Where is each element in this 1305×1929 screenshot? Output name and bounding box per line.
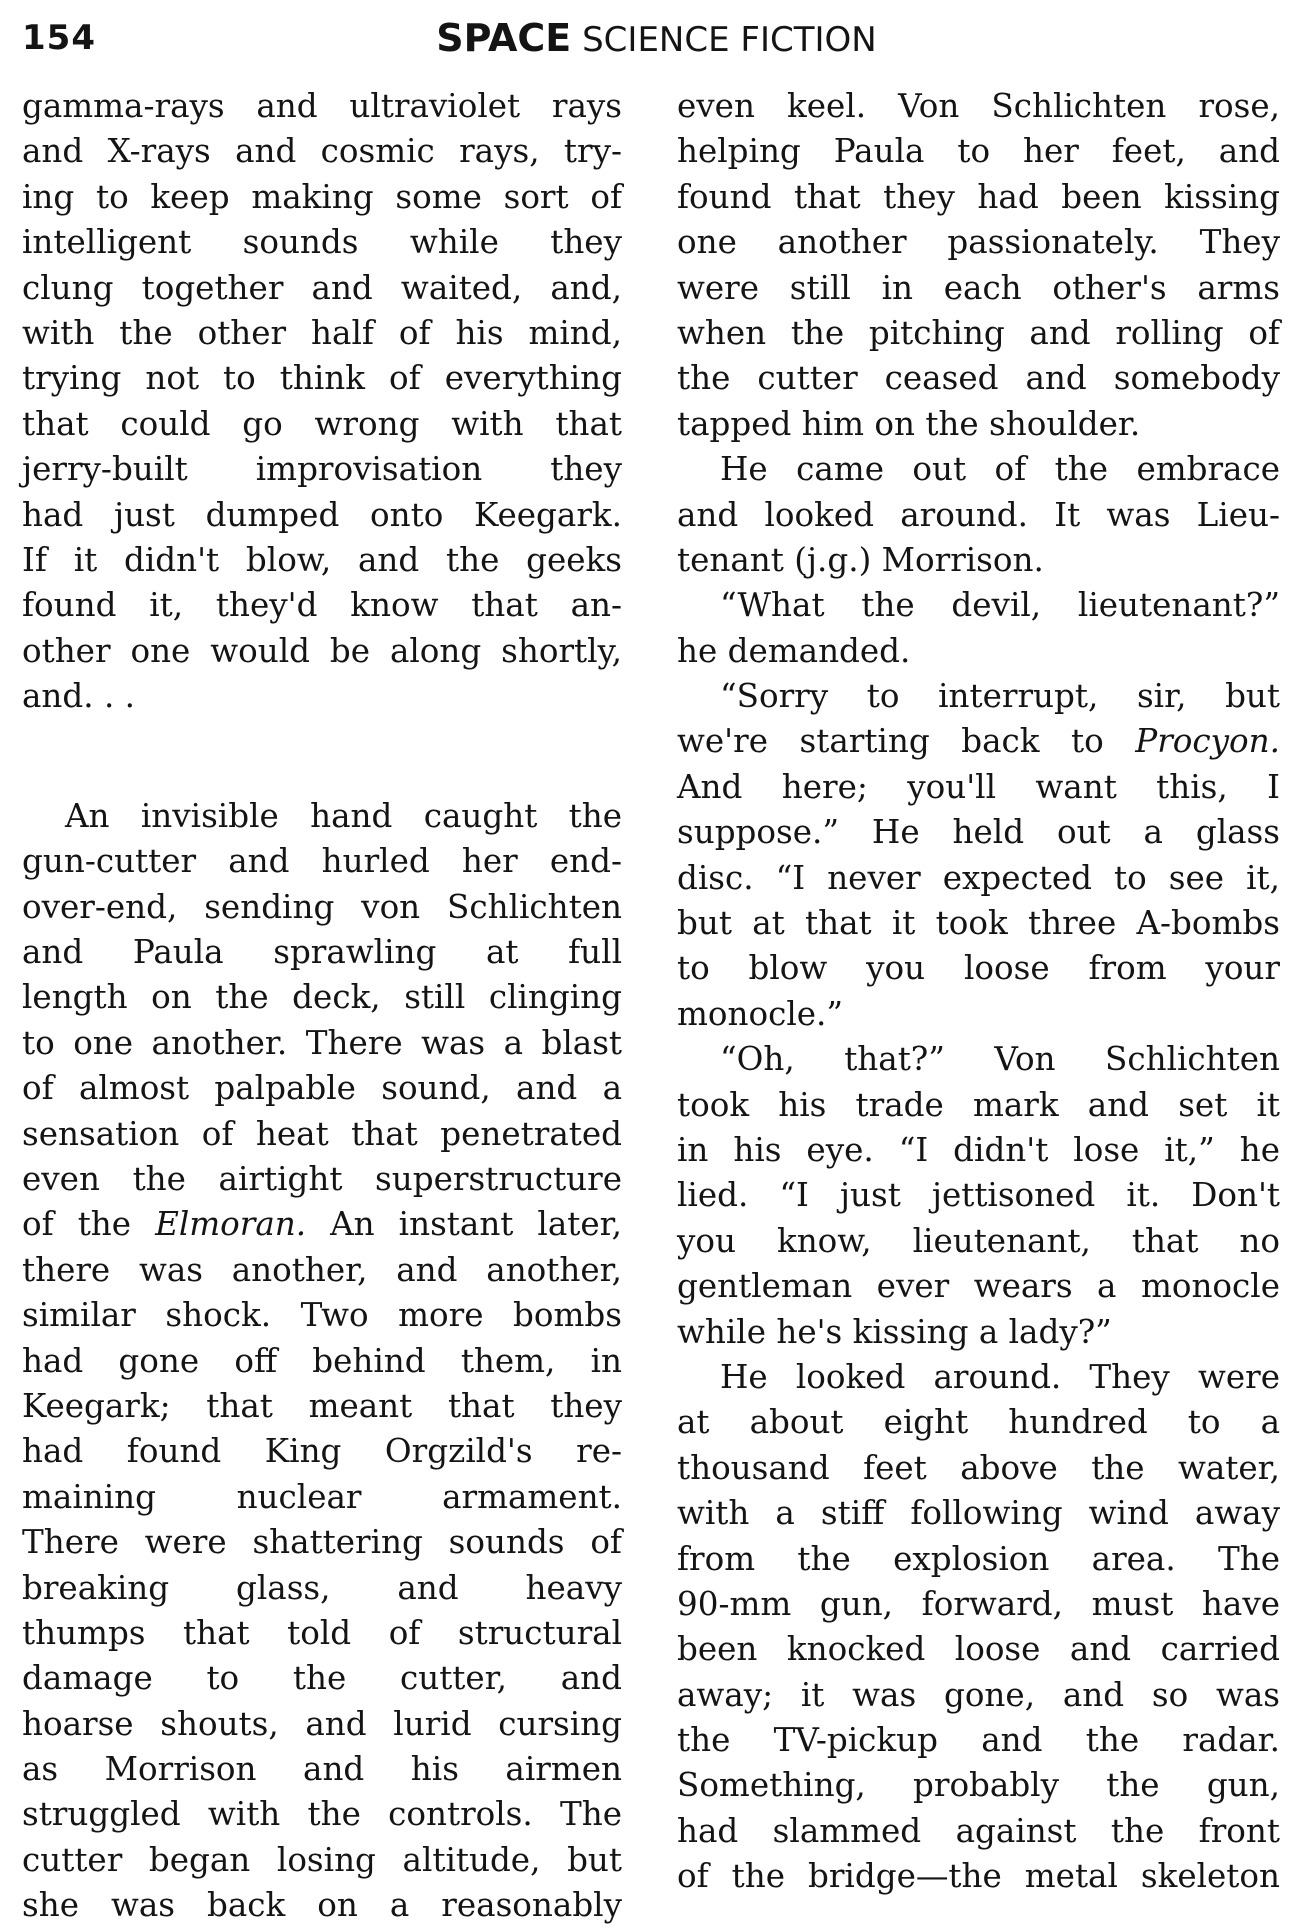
text-line: had slammed against the front (677, 1811, 1280, 1850)
text-line: away; it was gone, and so was (677, 1675, 1280, 1714)
text-line: gun-cutter and hurled her end- (22, 842, 622, 881)
text-line: suppose.” He held out a glass (677, 813, 1280, 852)
text-line: hoarse shouts, and lurid cursing (22, 1704, 622, 1743)
text-line: gentleman ever wears a monocle (677, 1267, 1280, 1306)
text-line: even keel. Von Schlichten rose, (677, 87, 1280, 125)
text-line: had found King Orgzild's re- (22, 1432, 622, 1471)
text-line: but at that it took three A-bombs (677, 904, 1280, 943)
text-line: even the airtight superstructure (22, 1159, 622, 1198)
text-line: cutter began losing altitude, but (22, 1840, 622, 1879)
text-line: over-end, sending von Schlichten (22, 887, 622, 926)
text-line: damage to the cutter, and (22, 1659, 622, 1698)
text-line: had gone off behind them, in (22, 1341, 622, 1380)
text-line: found that they had been kissing (677, 177, 1280, 216)
text-line: that could go wrong with that (22, 404, 622, 443)
text-line: sensation of heat that penetrated (22, 1114, 622, 1153)
text-line: he demanded. (677, 631, 911, 670)
text-line: the cutter ceased and somebody (677, 359, 1280, 398)
text-line: “Sorry to interrupt, sir, but (720, 677, 1280, 716)
paragraph (677, 84, 1280, 447)
page-header (22, 14, 1291, 70)
text-line: the TV-pickup and the radar. (677, 1721, 1280, 1760)
text-line: with the other half of his mind, (22, 313, 622, 352)
text-line: while he's kissing a lady?” (677, 1312, 1112, 1351)
running-title-rest: SCIENCE FICTION (571, 20, 877, 60)
text-line: Keegark; that meant that they (22, 1386, 622, 1425)
text-line (677, 719, 1280, 764)
ship-name-italic: Elmoran. (155, 1205, 307, 1244)
text-line: there was another, and another, (22, 1250, 622, 1289)
text-line: and Paula sprawling at full (22, 933, 622, 972)
text-line: He looked around. They were (720, 1357, 1280, 1396)
text-line: been knocked loose and carried (677, 1630, 1280, 1669)
text-line: breaking glass, and heavy (22, 1568, 622, 1607)
text-line: maining nuclear armament. (22, 1477, 622, 1516)
text-line: in his eye. “I didn't lose it,” he (677, 1130, 1280, 1169)
text-line: thousand feet above the water, (677, 1448, 1280, 1487)
paragraph (677, 447, 1280, 583)
text-line: Something, probably the gun, (677, 1766, 1280, 1805)
text-line: An invisible hand caught the (65, 796, 622, 835)
text-segment: An instant later, (306, 1205, 622, 1244)
text-line: to one another. There was a blast (22, 1023, 622, 1062)
text-line: “What the devil, lieutenant?” (720, 586, 1280, 625)
text-line: ing to keep making some sort of (22, 177, 622, 216)
text-line: and. . . (22, 677, 136, 716)
text-line: and looked around. It was Lieu- (677, 495, 1280, 534)
text-line: when the pitching and rolling of (677, 313, 1280, 352)
text-line (22, 1202, 622, 1247)
text-line: you know, lieutenant, that no (677, 1221, 1280, 1260)
text-line: she was back on a reasonably (22, 1886, 622, 1925)
text-line: And here; you'll want this, I (677, 767, 1280, 806)
text-line: There were shattering sounds of (22, 1523, 622, 1562)
text-line: at about eight hundred to a (677, 1403, 1280, 1442)
blank-line (22, 748, 622, 793)
text-line: disc. “I never expected to see it, (677, 858, 1280, 897)
text-line: “Oh, that?” Von Schlichten (720, 1040, 1280, 1079)
text-segment: of the (22, 1205, 156, 1244)
text-line: lied. “I just jettisoned it. Don't (677, 1176, 1280, 1215)
text-line: 90-mm gun, forward, must have (677, 1584, 1280, 1623)
text-line: with a stiff following wind away (677, 1494, 1280, 1533)
text-line: thumps that told of structural (22, 1613, 622, 1652)
text-segment: we're starting back to (677, 722, 1136, 761)
section-break (22, 719, 622, 748)
paragraph (22, 794, 622, 1929)
running-title (22, 16, 1291, 60)
text-line: other one would be along shortly, (22, 631, 622, 670)
text-line: helping Paula to her feet, and (677, 132, 1280, 171)
text-line: He came out of the embrace (720, 450, 1280, 489)
text-line: clung together and waited, and, (22, 268, 622, 307)
text-line: were still in each other's arms (677, 268, 1280, 307)
text-line: of the bridge—the metal skeleton (677, 1857, 1280, 1896)
text-line: struggled with the controls. The (22, 1795, 622, 1834)
text-line: If it didn't blow, and the geeks (22, 540, 622, 579)
text-line: length on the deck, still clinging (22, 978, 622, 1017)
paragraph (677, 583, 1280, 674)
running-title-bold: SPACE (436, 16, 572, 60)
left-column (22, 84, 622, 1929)
text-line: similar shock. Two more bombs (22, 1296, 622, 1335)
text-line: as Morrison and his airmen (22, 1750, 622, 1789)
paragraph (677, 1355, 1280, 1900)
text-line: jerry-built improvisation they (22, 450, 622, 489)
ship-name-italic: Procyon. (1135, 722, 1280, 761)
paragraph (677, 674, 1280, 1037)
page-number: 154 (22, 18, 96, 58)
paragraph (22, 84, 622, 719)
text-line: found it, they'd know that an- (22, 586, 622, 625)
text-line: intelligent sounds while they (22, 223, 622, 262)
text-line: monocle.” (677, 994, 844, 1033)
text-line: trying not to think of everything (22, 359, 622, 398)
text-line: gamma-rays and ultraviolet rays (22, 87, 622, 125)
text-line: and X-rays and cosmic rays, try- (22, 132, 622, 171)
text-line: tapped him on the shoulder. (677, 404, 1141, 443)
text-line: one another passionately. They (677, 223, 1280, 262)
text-line: tenant (j.g.) Morrison. (677, 540, 1044, 579)
right-column (677, 84, 1280, 1900)
text-line: took his trade mark and set it (677, 1085, 1280, 1124)
text-line: had just dumped onto Keegark. (22, 495, 622, 534)
text-line: of almost palpable sound, and a (22, 1069, 622, 1108)
text-line: from the explosion area. The (677, 1539, 1280, 1578)
text-line: to blow you loose from your (677, 949, 1280, 988)
paragraph (677, 1037, 1280, 1355)
